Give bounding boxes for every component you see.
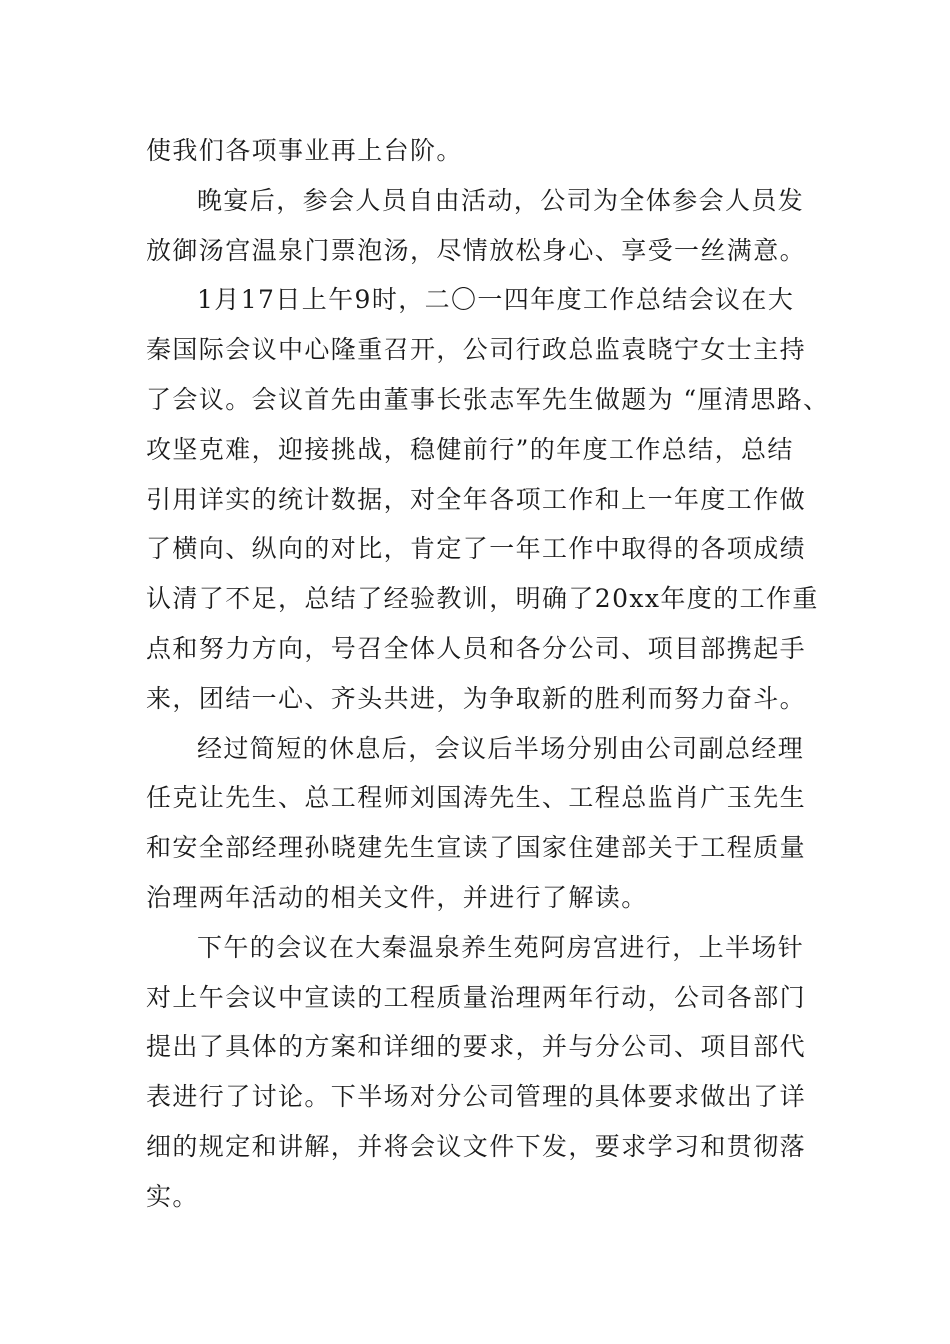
text-line: 实。: [146, 1181, 199, 1211]
text-line: 表进行了讨论。下半场对分公司管理的具体要求做出了详: [146, 1082, 807, 1112]
text-line: 经过简短的休息后，会议后半场分别由公司副总经理: [197, 733, 805, 763]
text-line: 治理两年活动的相关文件，并进行了解读。: [146, 882, 648, 912]
body-text: [146, 126, 830, 1222]
text-line: 对上午会议中宣读的工程质量治理两年行动，公司各部门: [146, 982, 807, 1012]
text-line: 秦国际会议中心隆重召开，公司行政总监袁晓宁女士主持: [146, 335, 807, 365]
text-line: 1月17日上午9时，二〇一四年度工作总结会议在大: [197, 285, 795, 315]
text-line: 使我们各项事业再上台阶。: [146, 136, 463, 165]
text-line: 来，团结一心、齐头共进，为争取新的胜利而努力奋斗。: [146, 683, 807, 713]
text-line: 了横向、纵向的对比，肯定了一年工作中取得的各项成绩: [146, 534, 807, 564]
text-line: 认清了不足，总结了经验教训，明确了20xx年度的工作重: [146, 584, 819, 614]
text-line: 任克让先生、总工程师刘国涛先生、工程总监肖广玉先生: [146, 783, 807, 813]
text-line: 提出了具体的方案和详细的要求，并与分公司、项目部代: [146, 1032, 807, 1062]
text-line: 引用详实的统计数据，对全年各项工作和上一年度工作做: [146, 484, 807, 514]
text-line: 放御汤宫温泉门票泡汤，尽情放松身心、享受一丝满意。: [146, 235, 807, 265]
text-line: 攻坚克难，迎接挑战，稳健前行”的年度工作总结，总结: [146, 434, 794, 464]
text-line: 了会议。会议首先由董事长张志军先生做题为 “厘清思路、: [146, 384, 830, 414]
text-line: 细的规定和讲解，并将会议文件下发，要求学习和贯彻落: [146, 1131, 807, 1161]
text-line: 晚宴后，参会人员自由活动，公司为全体参会人员发: [197, 185, 805, 215]
text-line: 下午的会议在大秦温泉养生苑阿房宫进行，上半场针: [197, 932, 805, 962]
text-line: 和安全部经理孙晓建先生宣读了国家住建部关于工程质量: [146, 833, 807, 863]
text-line: 点和努力方向，号召全体人员和各分公司、项目部携起手: [146, 633, 807, 663]
